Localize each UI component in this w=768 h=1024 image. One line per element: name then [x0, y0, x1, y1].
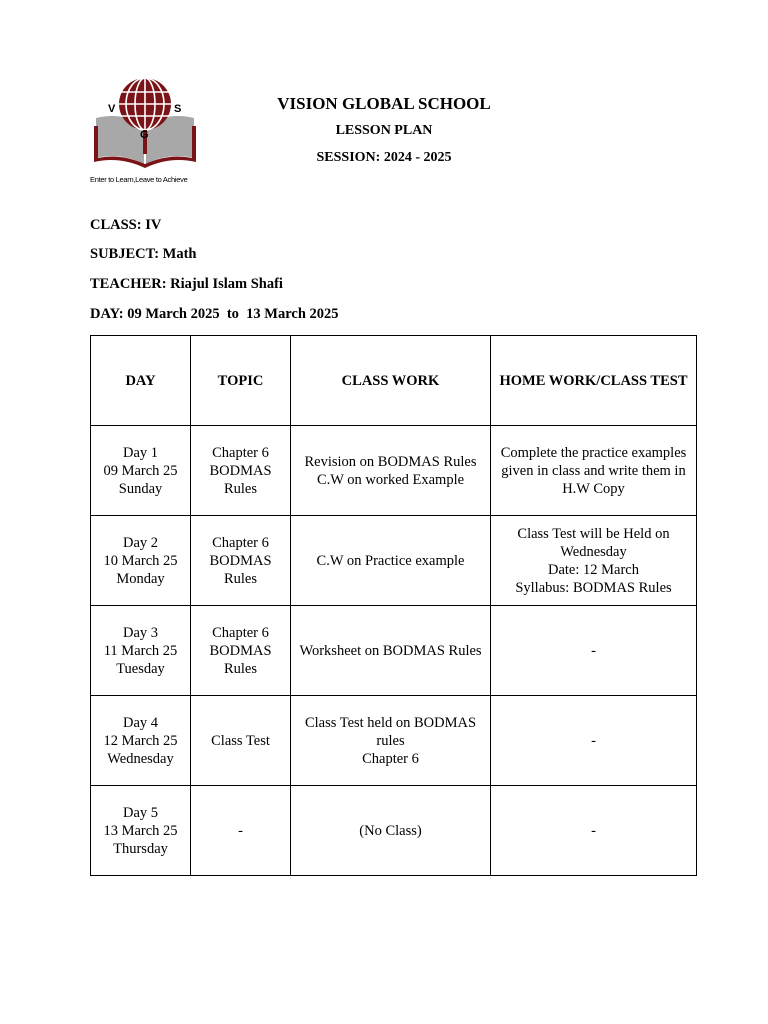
class-work-cell-text: Revision on BODMAS Rules [304, 453, 477, 470]
table-row [91, 786, 697, 876]
topic-cell-text: BODMAS [209, 552, 272, 569]
homework-cell [491, 516, 697, 606]
class-work-cell-text: Chapter 6 [362, 750, 419, 767]
topic-cell-text: Rules [223, 480, 258, 497]
day-cell-text: 12 March 25 [103, 732, 178, 749]
table-row [91, 516, 697, 606]
day-cell-text: 09 March 25 [103, 462, 178, 479]
svg-text:S: S [174, 103, 182, 115]
class-work-cell-text: Worksheet on BODMAS Rules [299, 642, 482, 659]
class-work-cell-text: Class Test held on BODMAS rules [304, 714, 477, 749]
session-label: SESSION: 2024 - 2025 [316, 150, 452, 165]
table-header-row [91, 336, 697, 426]
day-cell [91, 516, 191, 606]
homework-cell [491, 786, 697, 876]
day-cell-text: Tuesday [116, 660, 165, 677]
table-body [91, 426, 697, 876]
school-name: VISION GLOBAL SCHOOL [277, 94, 491, 113]
column-header-homework: HOME WORK/CLASS TEST [491, 336, 697, 426]
topic-cell-text: Chapter 6 [212, 624, 269, 641]
homework-cell [491, 606, 697, 696]
globe-book-icon [90, 74, 200, 174]
column-header-class-work: CLASS WORK [291, 336, 491, 426]
day-cell-text: 11 March 25 [103, 642, 178, 659]
class-work-cell [291, 696, 491, 786]
day-cell-text: Day 4 [122, 714, 159, 731]
day-cell-text: Day 2 [122, 534, 159, 551]
svg-text:G: G [140, 129, 149, 141]
class-work-cell [291, 606, 491, 696]
class-work-cell-text: (No Class) [359, 822, 422, 839]
topic-cell-text: Rules [223, 660, 258, 677]
teacher-label: TEACHER: Riajul Islam Shafi [90, 276, 283, 292]
table-row [91, 696, 697, 786]
school-logo [90, 74, 200, 186]
topic-cell-text: BODMAS [209, 462, 272, 479]
homework-cell [491, 696, 697, 786]
topic-cell-text: - [238, 822, 243, 839]
topic-cell-text: Class Test [211, 732, 270, 749]
subject-label: SUBJECT: Math [90, 246, 197, 262]
class-work-cell [291, 786, 491, 876]
topic-cell-text: Rules [223, 570, 258, 587]
topic-cell-text: Chapter 6 [212, 534, 269, 551]
day-cell [91, 786, 191, 876]
class-work-cell [291, 426, 491, 516]
date-range-label: DAY: 09 March 2025 to 13 March 2025 [90, 306, 339, 322]
day-cell [91, 606, 191, 696]
homework-cell-text: - [591, 642, 596, 659]
table-row [91, 426, 697, 516]
homework-cell-text: Class Test will be Held on Wednesday [517, 525, 670, 560]
homework-cell [491, 426, 697, 516]
day-cell-text: 13 March 25 [103, 822, 178, 839]
school-motto: Enter to Learn,Leave to Achieve [90, 175, 188, 184]
homework-cell-text: Complete the practice examples given in class and write them in H.W Copy [500, 444, 687, 497]
class-work-cell-text: C.W on worked Example [316, 471, 465, 488]
day-cell [91, 696, 191, 786]
day-cell-text: Monday [116, 570, 165, 587]
homework-cell-text: Date: 12 March [548, 561, 639, 578]
day-cell-text: Wednesday [107, 750, 174, 767]
day-cell [91, 426, 191, 516]
day-cell-text: 10 March 25 [103, 552, 178, 569]
homework-cell-text: - [591, 822, 596, 839]
table-row [91, 606, 697, 696]
document-title: LESSON PLAN [335, 123, 433, 138]
day-cell-text: Thursday [113, 840, 168, 857]
homework-cell-text: Syllabus: BODMAS Rules [515, 579, 672, 596]
day-cell-text: Day 5 [122, 804, 159, 821]
day-cell-text: Day 1 [122, 444, 159, 461]
day-cell-text: Sunday [118, 480, 163, 497]
topic-cell [191, 606, 291, 696]
class-label: CLASS: IV [90, 217, 162, 233]
day-cell-text: Day 3 [122, 624, 159, 641]
svg-text:V: V [108, 103, 116, 115]
column-header-topic: TOPIC [191, 336, 291, 426]
topic-cell [191, 426, 291, 516]
homework-cell-text: - [591, 732, 596, 749]
topic-cell [191, 786, 291, 876]
class-work-cell-text: C.W on Practice example [316, 552, 465, 569]
class-work-cell [291, 516, 491, 606]
topic-cell-text: BODMAS [209, 642, 272, 659]
column-header-day: DAY [91, 336, 191, 426]
topic-cell [191, 696, 291, 786]
lesson-plan-table [90, 335, 697, 876]
topic-cell-text: Chapter 6 [212, 444, 269, 461]
topic-cell [191, 516, 291, 606]
